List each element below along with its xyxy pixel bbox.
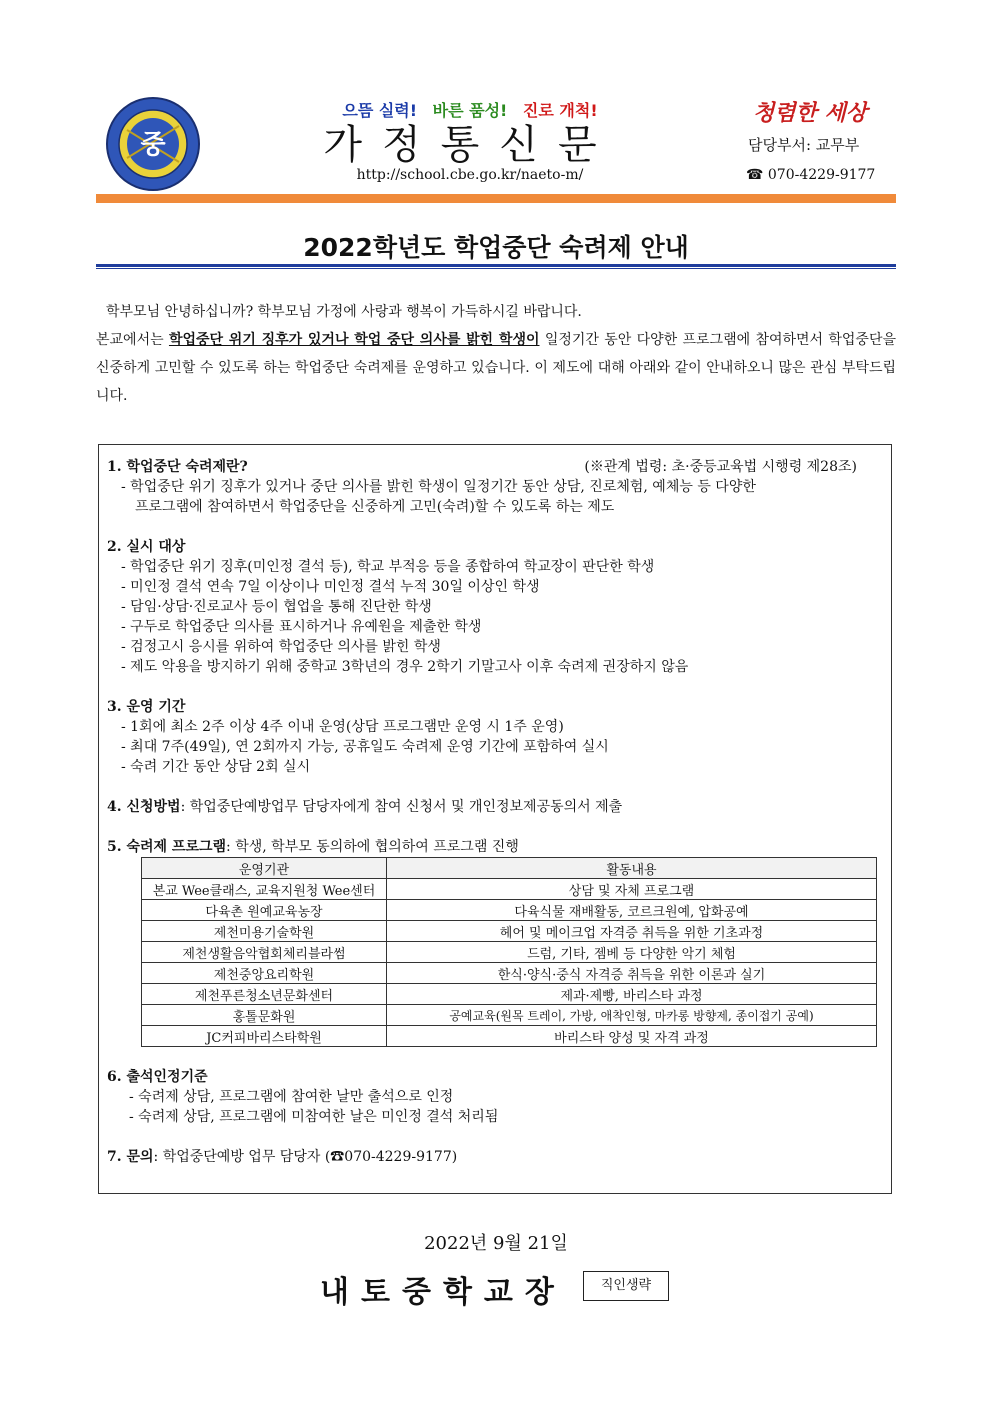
school-logo xyxy=(105,96,201,192)
table-cell: JC커피바리스타학원 xyxy=(142,1026,387,1047)
table-row xyxy=(142,942,877,963)
section-2-heading: 2. 실시 대상 xyxy=(107,539,186,555)
table-cell: 드럼, 기타, 젬베 등 다양한 악기 체험 xyxy=(387,942,877,963)
table-cell: 다육식물 재배활동, 코르크원예, 압화공예 xyxy=(387,900,877,921)
section-2-item: - 학업중단 위기 징후(미인정 결석 등), 학교 부적응 등을 종합하여 학교장이 판단한 학생 xyxy=(121,559,655,575)
table-row xyxy=(142,921,877,942)
table-cell: 제천생활음악협회체리블라썸 xyxy=(142,942,387,963)
table-row xyxy=(142,1026,877,1047)
table-cell: 제천중앙요리학원 xyxy=(142,963,387,984)
intro-paragraph xyxy=(96,298,896,410)
table-cell: 한식·양식·중식 자격증 취득을 위한 이론과 실기 xyxy=(387,963,877,984)
section-3-item: - 1회에 최소 2주 이상 4주 이내 운영(상담 프로그램만 운영 시 1주 운영) xyxy=(121,719,564,735)
document-title: 2022학년도 학업중단 숙려제 안내 xyxy=(303,233,689,262)
table-cell: 다육촌 원예교육농장 xyxy=(142,900,387,921)
section-1-item: - 학업중단 위기 징후가 있거나 중단 의사를 밝힌 학생이 일정기간 동안 상담, 진로체험, 예체능 등 다양한 xyxy=(121,479,756,495)
section-1-title: 1. 학업중단 숙려제란? xyxy=(107,459,248,475)
section-2-item: - 구두로 학업중단 의사를 표시하거나 유예원을 제출한 학생 xyxy=(121,619,482,635)
section-7-text: : 학업중단예방 업무 담당자 (☎070-4229-9177) xyxy=(153,1149,458,1165)
title-rule-thick xyxy=(96,264,896,267)
section-2-item: - 담임·상담·진로교사 등이 협업을 통해 진단한 학생 xyxy=(121,599,432,615)
table-header-row xyxy=(142,858,877,879)
intro-line-1: 학부모님 안녕하십니까? 학부모님 가정에 사랑과 행복이 가득하시길 바랍니다. xyxy=(106,304,582,320)
section-7-heading: 7. 문의 xyxy=(107,1149,154,1165)
section-4-text: : 학업중단예방업무 담당자에게 참여 신청서 및 개인정보제공동의서 제출 xyxy=(180,799,623,815)
newsletter-title: 가정통신문 xyxy=(323,122,617,168)
section-6-item: - 숙려제 상담, 프로그램에 참여한 날만 출석으로 인정 xyxy=(129,1089,454,1105)
school-url[interactable]: http://school.cbe.go.kr/naeto-m/ xyxy=(356,167,584,183)
section-1-note: (※관계 법령: 초·중등교육법 시행령 제28조) xyxy=(584,459,857,475)
column-header: 활동내용 xyxy=(387,858,877,879)
motto-2: 바른 품성! xyxy=(432,101,508,120)
table-cell: 본교 Wee클래스, 교육지원청 Wee센터 xyxy=(142,879,387,900)
table-cell: 헤어 및 메이크업 자격증 취득을 위한 기초과정 xyxy=(387,921,877,942)
table-cell: 제천미용기술학원 xyxy=(142,921,387,942)
section-3-item: - 최대 7주(49일), 연 2회까지 가능, 공휴일도 숙려제 운영 기간에 포함하여 실시 xyxy=(121,739,609,755)
header-divider xyxy=(96,194,896,203)
section-7 xyxy=(107,1147,877,1167)
logo-char: 중 xyxy=(140,130,166,160)
table-row xyxy=(142,1005,877,1026)
contact-phone: ☎ 070-4229-9177 xyxy=(746,167,876,183)
section-5-text: : 학생, 학부모 동의하에 협의하여 프로그램 진행 xyxy=(226,839,519,855)
section-2-item: - 제도 악용을 방지하기 위해 중학교 3학년의 경우 2학기 기말고사 이후 숙려제 권장하지 않음 xyxy=(121,659,689,675)
section-1-item: 프로그램에 참여하면서 학업중단을 신중하게 고민(숙려)할 수 있도록 하는 제도 xyxy=(135,499,615,515)
column-header: 운영기관 xyxy=(142,858,387,879)
section-1-heading xyxy=(107,457,877,477)
section-3-heading: 3. 운영 기간 xyxy=(107,699,186,715)
table-cell: 제천푸른청소년문화센터 xyxy=(142,984,387,1005)
title-rule-thin xyxy=(96,268,896,269)
info-box xyxy=(98,444,892,1194)
intro-post: 일정기간 동안 다양한 프로그램에 참여하면서 학업중단을 신중하게 고민할 수 있도록 하는 학업중단 숙려제를 운영하고 있습니다. 이 제도에 대해 아래와 같이 안내하오니 많은 관심 부탁드립니다. xyxy=(96,332,897,404)
table-cell: 공예교육(원목 트레이, 가방, 애착인형, 마카롱 방향제, 종이접기 공예) xyxy=(387,1005,877,1026)
section-5 xyxy=(107,837,877,857)
intro-pre: 본교에서는 xyxy=(96,332,169,348)
section-3-item: - 숙려 기간 동안 상담 2회 실시 xyxy=(121,759,311,775)
section-2-item: - 미인정 결석 연속 7일 이상이나 미인정 결석 누적 30일 이상인 학생 xyxy=(121,579,540,595)
motto-1: 으뜸 실력! xyxy=(342,101,418,120)
table-cell: 홍톨문화원 xyxy=(142,1005,387,1026)
seal-omitted-box: 직인생략 xyxy=(583,1271,669,1301)
intro-emphasis: 학업중단 위기 징후가 있거나 학업 중단 의사를 밝힌 학생이 xyxy=(168,332,540,348)
motto-3: 진로 개척! xyxy=(522,101,598,120)
section-6-item: - 숙려제 상담, 프로그램에 미참여한 날은 미인정 결석 처리됨 xyxy=(129,1109,499,1125)
section-2-item: - 검정고시 응시를 위하여 학업중단 의사를 밝힌 학생 xyxy=(121,639,441,655)
table-cell: 제과·제빵, 바리스타 과정 xyxy=(387,984,877,1005)
table-cell: 상담 및 자체 프로그램 xyxy=(387,879,877,900)
table-row xyxy=(142,963,877,984)
slogan-text: 청렴한 세상 xyxy=(753,100,867,126)
table-row xyxy=(142,879,877,900)
section-4 xyxy=(107,797,877,817)
table-cell: 바리스타 양성 및 자격 과정 xyxy=(387,1026,877,1047)
section-4-heading: 4. 신청방법 xyxy=(107,799,181,815)
principal-signature: 내토중학교장 xyxy=(320,1275,566,1310)
intro-line-2 xyxy=(96,326,896,410)
table-row xyxy=(142,984,877,1005)
integrity-slogan-logo xyxy=(748,96,873,132)
program-table xyxy=(141,857,877,1047)
section-6-heading: 6. 출석인정기준 xyxy=(107,1069,208,1085)
issue-date: 2022년 9월 21일 xyxy=(424,1233,568,1254)
table-row xyxy=(142,900,877,921)
section-5-heading: 5. 숙려제 프로그램 xyxy=(107,839,227,855)
department: 담당부서: 교무부 xyxy=(748,136,860,154)
